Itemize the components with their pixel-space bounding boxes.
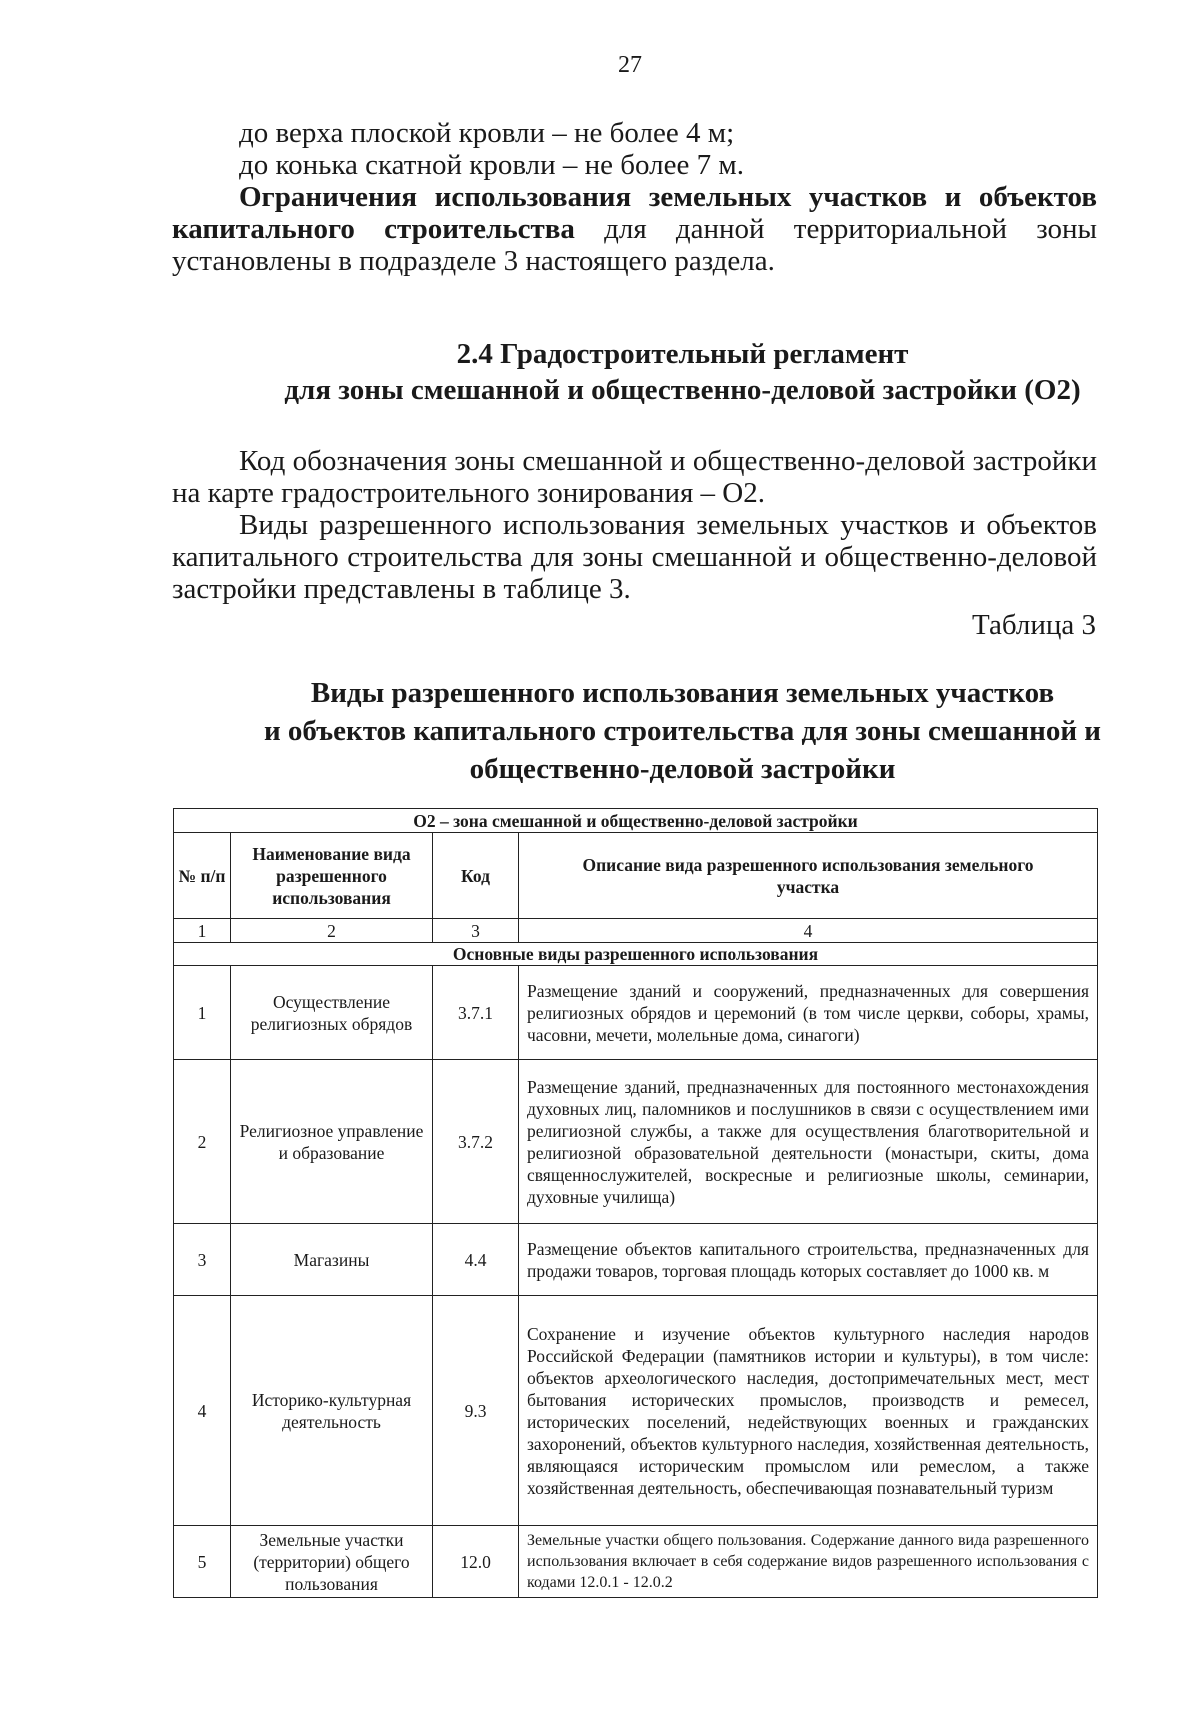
column-header-row	[174, 833, 1098, 919]
row-num: 3	[174, 1224, 231, 1296]
row-code: 3.7.2	[433, 1060, 519, 1224]
row-desc: Земельные участки общего пользования. Содержание данного вида разрешенного использования включает в себя содержание видов разрешенного использования с кодами 12.0.1 - 12.0.2	[519, 1526, 1098, 1598]
restrictions-paragraph	[172, 181, 1097, 277]
table-row	[174, 1060, 1098, 1224]
header-code: Код	[433, 833, 519, 919]
page-number: 27	[618, 52, 642, 78]
row-num: 1	[174, 966, 231, 1060]
header-num: № п/п	[174, 833, 231, 919]
table-title-line-3: общественно-деловой застройки	[469, 753, 896, 785]
row-desc: Сохранение и изучение объектов культурного наследия народов Российской Федерации (памятников истории и культуры), в том числе: объектов археологического наследия, достопримечательных мест, мест бытования исторических промыслов, производств и ремесел, исторических поселений, недействующих военных и гражданских захоронений, объектов культурного наследия, хозяйственная деятельность, являющаяся историческим промыслом или ремеслом, а также хозяйственная деятельность, обеспечивающая познавательный туризм	[519, 1296, 1098, 1526]
section-row-label: Основные виды разрешенного использования	[174, 943, 1098, 966]
table-row	[174, 1224, 1098, 1296]
restrictions-bold: Ограничения использования земельных участков и объектов капитального строительства	[172, 181, 1097, 245]
col-number-3: 3	[433, 919, 519, 943]
header-name: Наименование вида разрешенного использования	[231, 833, 433, 919]
column-number-row	[174, 919, 1098, 943]
col-number-1: 1	[174, 919, 231, 943]
col-number-2: 2	[231, 919, 433, 943]
permitted-uses-paragraph: Виды разрешенного использования земельных участков и объектов капитального строительства для зоны смешанной и общественно-деловой застройки представлены в таблице 3.	[172, 509, 1097, 605]
intro-block	[172, 117, 1097, 277]
row-code: 4.4	[433, 1224, 519, 1296]
section-heading-line-2: для зоны смешанной и общественно-деловой застройки (О2)	[284, 374, 1081, 406]
row-name: Религиозное управление и образование	[231, 1060, 433, 1224]
table-row	[174, 966, 1098, 1060]
row-desc: Размещение зданий, предназначенных для постоянного местонахождения духовных лиц, паломников и послушников в связи с осуществлением ими религиозной службы, а также для осуществления благотворительной и религиозной образовательной деятельности (монастыри, скиты, дома священнослужителей, воскресные и религиозные школы, семинарии, духовные училища)	[519, 1060, 1098, 1224]
table-caption: Таблица 3	[971, 609, 1096, 641]
row-num: 5	[174, 1526, 231, 1598]
table-row	[174, 1296, 1098, 1526]
row-num: 4	[174, 1296, 231, 1526]
header-desc: Описание вида разрешенного использования земельного участка	[519, 833, 1098, 919]
zone-header-row	[174, 809, 1098, 833]
section-heading-line-1: 2.4 Градостроительный регламент	[456, 338, 909, 370]
section-row	[174, 943, 1098, 966]
row-code: 9.3	[433, 1296, 519, 1526]
section-heading	[220, 336, 1145, 408]
intro-line-1: до верха плоской кровли – не более 4 м;	[239, 117, 735, 149]
zone-code-paragraph: Код обозначения зоны смешанной и общественно-деловой застройки на карте градостроительного зонирования – О2.	[172, 445, 1097, 509]
permitted-uses-table	[173, 808, 1098, 1598]
description-block	[172, 445, 1097, 605]
row-name: Земельные участки (территории) общего пользования	[231, 1526, 433, 1598]
row-name: Магазины	[231, 1224, 433, 1296]
row-num: 2	[174, 1060, 231, 1224]
zone-header: О2 – зона смешанной и общественно-деловой застройки	[174, 809, 1098, 833]
col-number-4: 4	[519, 919, 1098, 943]
restrictions-rest: для данной территориальной зоны установлены в подразделе 3 настоящего раздела.	[172, 213, 1098, 277]
table-title	[220, 674, 1145, 788]
table-title-line-1: Виды разрешенного использования земельных участков	[310, 677, 1055, 709]
table-row	[174, 1526, 1098, 1598]
intro-line-2: до конька скатной кровли – не более 7 м.	[239, 149, 744, 181]
table-title-line-2: и объектов капитального строительства для зоны смешанной и	[263, 715, 1102, 747]
row-code: 3.7.1	[433, 966, 519, 1060]
row-name: Осуществление религиозных обрядов	[231, 966, 433, 1060]
row-desc: Размещение объектов капитального строительства, предназначенных для продажи товаров, торговая площадь которых составляет до 1000 кв. м	[519, 1224, 1098, 1296]
row-desc: Размещение зданий и сооружений, предназначенных для совершения религиозных обрядов и церемоний (в том числе церкви, соборы, храмы, часовни, мечети, молельные дома, синагоги)	[519, 966, 1098, 1060]
row-name: Историко-культурная деятельность	[231, 1296, 433, 1526]
row-code: 12.0	[433, 1526, 519, 1598]
